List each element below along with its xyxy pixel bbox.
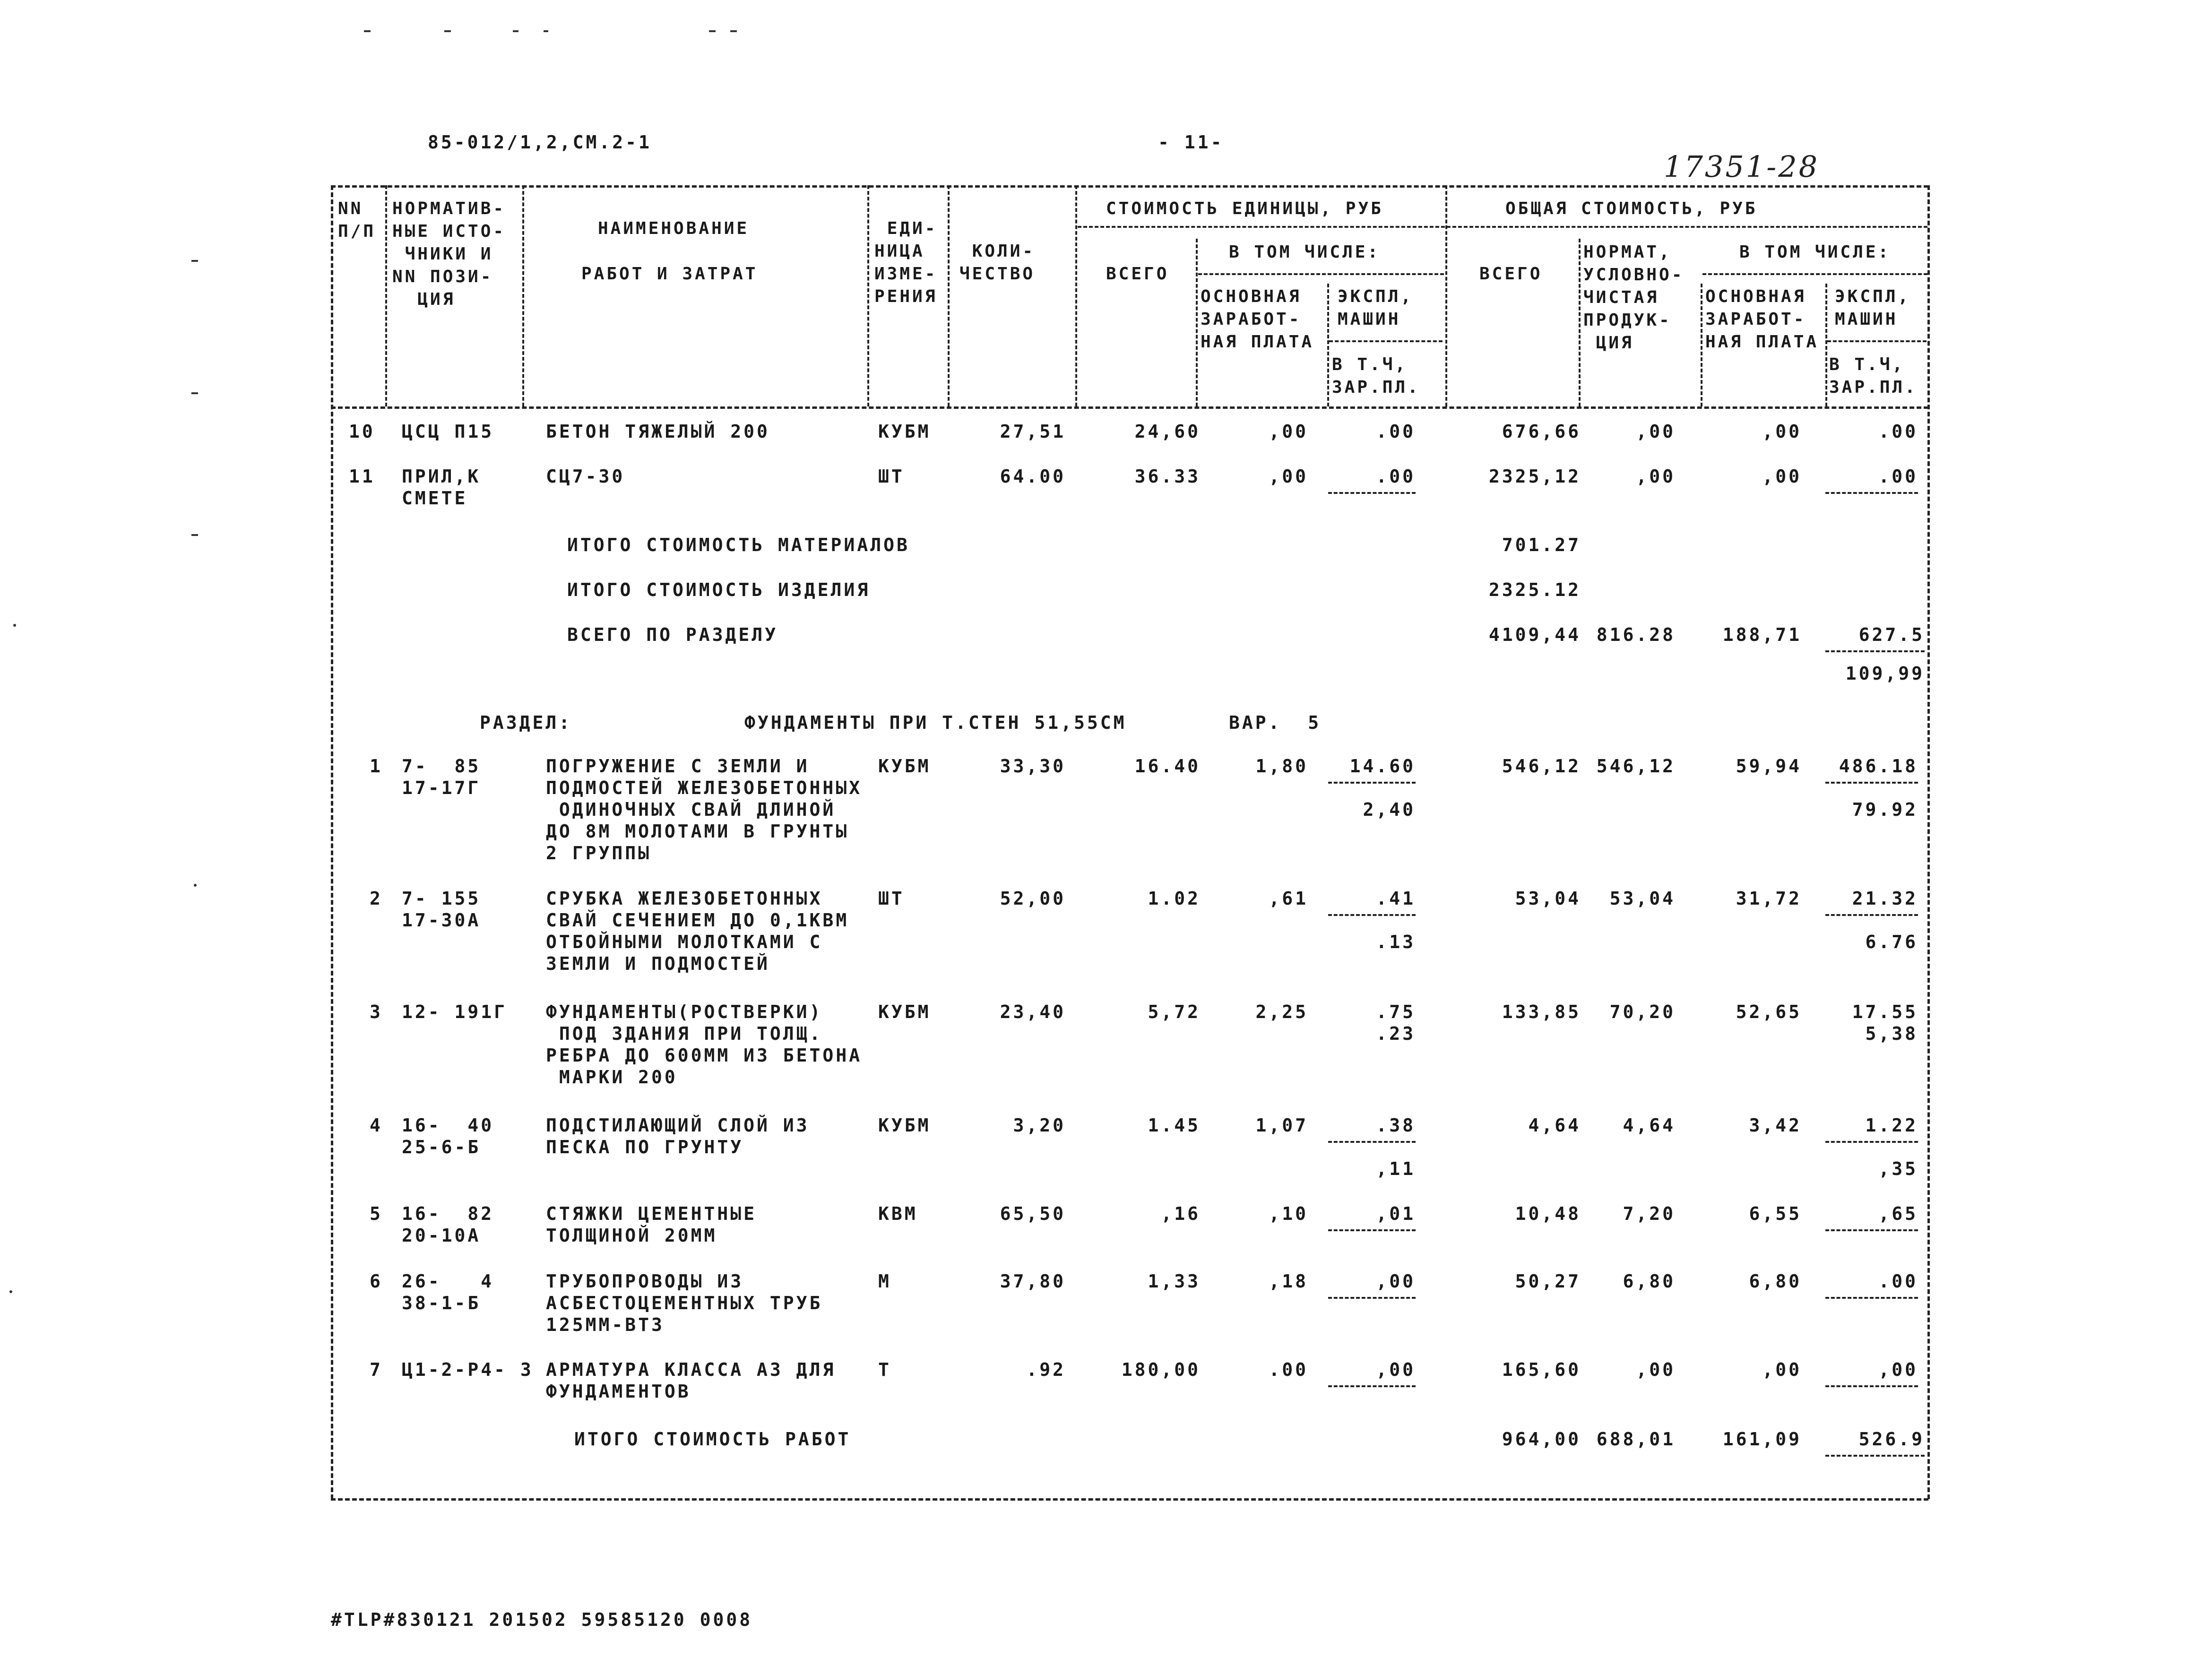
row-unit: КУБМ	[878, 756, 931, 777]
header-qty: КОЛИ- ЧЕСТВО	[959, 242, 1036, 284]
row-unit-mach: ,00	[1376, 1271, 1416, 1292]
row-unit: М	[878, 1271, 891, 1292]
header-unit-cost: СТОИМОСТЬ ЕДИНИЦЫ, РУБ	[1106, 199, 1383, 218]
row-name: ОДИНОЧНЫХ СВАЙ ДЛИНОЙ	[546, 799, 836, 820]
header-nn: NN П/П	[338, 199, 376, 241]
total-label: ВСЕГО ПО РАЗДЕЛУ	[567, 624, 778, 645]
row-total-mach: 17.55	[1852, 1002, 1918, 1022]
header-rule	[1329, 340, 1443, 342]
row-total-wage: 59,94	[1736, 756, 1802, 777]
total-wage: 188,71	[1722, 624, 1802, 645]
row-code: ПРИЛ,К	[402, 466, 481, 487]
row-name: СВАЙ СЕЧЕНИЕМ ДО 0,1КВМ	[546, 910, 849, 931]
scan-speck	[444, 30, 451, 32]
row-unit-total: ,16	[1161, 1203, 1201, 1224]
mach-subrule	[1328, 1385, 1416, 1387]
scan-speck	[13, 624, 16, 627]
row-unit: ШТ	[878, 888, 905, 909]
row-unit-total: 180,00	[1121, 1359, 1201, 1380]
row-name: 2 ГРУППЫ	[546, 843, 652, 864]
mach-subrule	[1825, 914, 1918, 916]
row-total-norm: 6,80	[1623, 1271, 1676, 1292]
row-total: 165,60	[1502, 1359, 1581, 1380]
row-total-mach: 486.18	[1839, 756, 1918, 777]
row-unit-total: 16.40	[1134, 756, 1201, 777]
mach-subrule	[1825, 1297, 1918, 1299]
page-number: - 11-	[1158, 132, 1224, 153]
row-total-norm: 4,64	[1623, 1115, 1676, 1136]
row-unit-mach: .75	[1376, 1002, 1416, 1022]
header-total-incl: В ТОМ ЧИСЛЕ:	[1739, 242, 1891, 262]
row-name: МАРКИ 200	[546, 1067, 678, 1088]
row-number: 5	[370, 1203, 383, 1224]
row-unit-wage: ,00	[1269, 466, 1308, 487]
header-separator	[1579, 239, 1581, 406]
header-separator	[867, 185, 869, 406]
header-separator	[385, 185, 387, 406]
scan-speck	[194, 884, 197, 887]
scan-speck	[513, 30, 518, 32]
header-unit-incl: В ТОМ ЧИСЛЕ:	[1229, 242, 1381, 262]
row-code: Ц1-2-Р4- 3	[402, 1359, 534, 1380]
row-name: СРУБКА ЖЕЛЕЗОБЕТОННЫХ	[546, 888, 823, 909]
row-name: СТЯЖКИ ЦЕМЕНТНЫЕ	[546, 1203, 757, 1224]
header-total-total: ВСЕГО	[1479, 264, 1543, 284]
row-qty: 37,80	[1000, 1271, 1066, 1292]
header-total-cost: ОБЩАЯ СТОИМОСТЬ, РУБ	[1505, 199, 1758, 218]
header-separator	[948, 185, 950, 406]
table-left-border	[331, 185, 333, 1499]
row-name: БЕТОН ТЯЖЕЛЫЙ 200	[546, 421, 770, 442]
row-name: ТОЛЩИНОЙ 20ММ	[546, 1225, 717, 1246]
row-total-mach: 21.32	[1852, 888, 1918, 909]
row-unit-mach: .00	[1376, 421, 1416, 442]
table-top-border	[331, 185, 1928, 188]
row-name: ФУНДАМЕНТЫ(РОСТВЕРКИ)	[546, 1002, 823, 1022]
row-total: 2325,12	[1488, 466, 1581, 487]
row-total: 53,04	[1515, 888, 1581, 909]
row-qty: 27,51	[1000, 421, 1066, 442]
mach-subrule	[1328, 782, 1416, 784]
total-label: ИТОГО СТОИМОСТЬ МАТЕРИАЛОВ	[567, 535, 910, 555]
header-rule	[1827, 340, 1927, 342]
row-unit-total: 1.02	[1148, 888, 1201, 909]
row-total: 676,66	[1502, 421, 1581, 442]
row-code: 26- 4	[402, 1271, 494, 1292]
row-total-mach-sub: 79.92	[1852, 799, 1918, 820]
row-code: 17-30А	[402, 910, 481, 931]
row-unit-total: 1.45	[1148, 1115, 1201, 1136]
row-name: ПОДМОСТЕЙ ЖЕЛЕЗОБЕТОННЫХ	[546, 777, 863, 798]
document-code: 85-012/1,2,СМ.2-1	[428, 132, 652, 153]
row-total-norm: ,00	[1636, 1359, 1676, 1380]
scan-speck	[191, 534, 198, 536]
mach-subrule	[1825, 650, 1925, 652]
row-qty: 33,30	[1000, 756, 1066, 777]
mach-subrule	[1825, 1455, 1925, 1457]
total-works-label: ИТОГО СТОИМОСТЬ РАБОТ	[574, 1429, 851, 1450]
row-total-wage: ,00	[1762, 1359, 1802, 1380]
mach-subrule	[1328, 1141, 1416, 1143]
row-total-mach-sub: 6.76	[1865, 932, 1918, 952]
footer-code: #TLP#830121 201502 59585120 0008	[331, 1609, 753, 1630]
mach-subrule	[1328, 914, 1416, 916]
row-number: 7	[370, 1359, 383, 1380]
row-number: 2	[370, 888, 383, 909]
row-total-wage: ,00	[1762, 466, 1802, 487]
row-name: ПОД ЗДАНИЯ ПРИ ТОЛЩ.	[546, 1023, 823, 1044]
row-unit-mach: .38	[1376, 1115, 1416, 1136]
row-total: 50,27	[1515, 1271, 1581, 1292]
table-bottom-border	[331, 1498, 1928, 1501]
row-number: 6	[370, 1271, 383, 1292]
scan-speck	[544, 30, 548, 32]
row-unit-wage: ,18	[1269, 1271, 1308, 1292]
header-separator	[1196, 239, 1198, 406]
total-mach: 627.5	[1858, 624, 1925, 645]
row-total-norm: 546,12	[1596, 756, 1676, 777]
row-unit-wage: ,10	[1269, 1203, 1308, 1224]
handwritten-number: 17351-28	[1664, 149, 1820, 184]
row-qty: 65,50	[1000, 1203, 1066, 1224]
mach-subrule	[1825, 1385, 1918, 1387]
row-number: 11	[349, 466, 375, 487]
row-unit-total: 24,60	[1134, 421, 1201, 442]
header-total-mach-sub: В Т.Ч, ЗАР.ПЛ.	[1829, 355, 1918, 397]
row-unit-mach-sub: 2,40	[1363, 799, 1416, 820]
mach-subrule	[1825, 1229, 1918, 1231]
total-label: ИТОГО СТОИМОСТЬ ИЗДЕЛИЯ	[567, 579, 871, 600]
row-code: 25-6-Б	[402, 1137, 481, 1157]
row-unit: КУБМ	[878, 1115, 931, 1136]
total-works-sum: 964,00	[1502, 1429, 1581, 1450]
header-total-mach: ЭКСПЛ, МАШИН	[1835, 287, 1911, 329]
row-total: 10,48	[1515, 1203, 1581, 1224]
mach-subrule	[1825, 1141, 1918, 1143]
row-name: ПЕСКА ПО ГРУНТУ	[546, 1137, 744, 1157]
row-total: 4,64	[1528, 1115, 1581, 1136]
row-total-wage: 6,55	[1749, 1203, 1802, 1224]
row-total-mach: .00	[1878, 466, 1918, 487]
row-name: ПОГРУЖЕНИЕ С ЗЕМЛИ И	[546, 756, 810, 777]
row-name: АРМАТУРА КЛАССА А3 ДЛЯ	[546, 1359, 836, 1380]
row-unit: КУБМ	[878, 421, 931, 442]
header-separator	[1327, 284, 1329, 406]
row-unit: ШТ	[878, 466, 905, 487]
header-name-2: РАБОТ И ЗАТРАТ	[581, 264, 758, 284]
row-total-norm: ,00	[1636, 421, 1676, 442]
row-total-wage: 3,42	[1749, 1115, 1802, 1136]
row-number: 3	[370, 1002, 383, 1022]
scan-speck	[709, 30, 716, 32]
row-total-mach-sub: ,35	[1878, 1158, 1918, 1179]
row-qty: 3,20	[1013, 1115, 1066, 1136]
row-total-wage: 31,72	[1736, 888, 1802, 909]
scan-speck	[730, 30, 737, 32]
row-code: 38-1-Б	[402, 1293, 481, 1313]
row-name: ЗЕМЛИ И ПОДМОСТЕЙ	[546, 953, 770, 974]
row-unit-wage: .00	[1269, 1359, 1308, 1380]
row-code: ЦСЦ П15	[402, 421, 494, 442]
mach-subrule	[1825, 492, 1918, 494]
row-qty: .92	[1026, 1359, 1066, 1380]
row-unit-mach: ,01	[1376, 1203, 1416, 1224]
row-name: АСБЕСТОЦЕМЕНТНЫХ ТРУБ	[546, 1293, 823, 1313]
row-qty: 64.00	[1000, 466, 1066, 487]
row-name: СЦ7-30	[546, 466, 625, 487]
row-unit-wage: 1,80	[1255, 756, 1308, 777]
row-total-mach: 1.22	[1865, 1115, 1918, 1136]
row-unit-wage: 1,07	[1255, 1115, 1308, 1136]
header-separator	[1445, 185, 1447, 406]
row-total-mach-sub: 5,38	[1865, 1023, 1918, 1044]
row-name: ФУНДАМЕНТОВ	[546, 1381, 691, 1402]
row-total-mach: .00	[1878, 1271, 1918, 1292]
row-unit-wage: 2,25	[1255, 1002, 1308, 1022]
row-qty: 23,40	[1000, 1002, 1066, 1022]
row-unit: КУБМ	[878, 1002, 931, 1022]
header-unit-wage: ОСНОВНАЯ ЗАРАБОТ- НАЯ ПЛАТА	[1201, 287, 1314, 352]
row-total-norm: ,00	[1636, 466, 1676, 487]
row-unit-mach-sub: .23	[1376, 1023, 1416, 1044]
header-rule	[1198, 273, 1444, 275]
header-unit-total: ВСЕГО	[1106, 264, 1169, 284]
row-total-norm: 53,04	[1609, 888, 1676, 909]
table-right-border	[1927, 185, 1930, 1499]
header-norm-source: НОРМАТИВ- НЫЕ ИСТО- ЧНИКИ И NN ПОЗИ- ЦИЯ	[392, 199, 506, 309]
row-number: 1	[370, 756, 383, 777]
row-unit: КВМ	[878, 1203, 918, 1224]
row-code: 7- 155	[402, 888, 481, 909]
header-unit-mach: ЭКСПЛ, МАШИН	[1338, 287, 1414, 329]
row-unit-total: 36.33	[1134, 466, 1201, 487]
row-code: СМЕТЕ	[402, 488, 468, 509]
section-variant: ВАР. 5	[1229, 712, 1322, 733]
header-unit-mach-sub: В Т.Ч, ЗАР.ПЛ.	[1332, 355, 1420, 397]
row-unit-mach: .41	[1376, 888, 1416, 909]
row-number: 4	[370, 1115, 383, 1136]
header-separator	[1825, 284, 1827, 406]
row-total-wage: ,00	[1762, 421, 1802, 442]
total-sum: 701.27	[1502, 535, 1581, 555]
row-code: 7- 85	[402, 756, 481, 777]
header-separator	[522, 185, 524, 406]
row-code: 16- 40	[402, 1115, 494, 1136]
header-separator	[1701, 284, 1702, 406]
row-total-norm: 7,20	[1623, 1203, 1676, 1224]
scan-speck	[364, 30, 371, 32]
header-rule	[1702, 273, 1927, 275]
header-name: НАИМЕНОВАНИЕ	[598, 219, 750, 238]
row-unit-mach: ,00	[1376, 1359, 1416, 1380]
scan-speck	[9, 1290, 12, 1293]
scan-speck	[191, 392, 198, 394]
total-mach-sub: 109,99	[1845, 663, 1925, 684]
row-unit-mach: 14.60	[1349, 756, 1416, 777]
row-name: РЕБРА ДО 600ММ ИЗ БЕТОНА	[546, 1045, 863, 1066]
row-name: ПОДСТИЛАЮЩИЙ СЛОЙ ИЗ	[546, 1115, 810, 1136]
row-name: ТРУБОПРОВОДЫ ИЗ	[546, 1271, 744, 1292]
row-unit-total: 1,33	[1148, 1271, 1201, 1292]
row-qty: 52,00	[1000, 888, 1066, 909]
total-sum: 4109,44	[1488, 624, 1581, 645]
mach-subrule	[1328, 1297, 1416, 1299]
header-separator	[1075, 185, 1077, 406]
section-title: ФУНДАМЕНТЫ ПРИ Т.СТЕН 51,55СМ	[744, 712, 1127, 733]
row-name: ДО 8М МОЛОТАМИ В ГРУНТЫ	[546, 821, 849, 842]
row-code: 17-17Г	[402, 777, 481, 798]
row-total-norm: 70,20	[1609, 1002, 1676, 1022]
row-code: 20-10А	[402, 1225, 481, 1246]
total-sum: 2325.12	[1488, 579, 1581, 600]
header-total-wage: ОСНОВНАЯ ЗАРАБОТ- НАЯ ПЛАТА	[1705, 287, 1819, 352]
header-bottom-border	[331, 406, 1928, 409]
row-total-wage: 52,65	[1736, 1002, 1802, 1022]
row-total-wage: 6,80	[1749, 1271, 1802, 1292]
row-unit-wage: ,00	[1269, 421, 1308, 442]
row-unit-mach: .00	[1376, 466, 1416, 487]
header-unit: ЕДИ- НИЦА ИЗМЕ- РЕНИЯ	[874, 219, 938, 306]
row-unit-mach-sub: ,11	[1376, 1158, 1416, 1179]
section-label: РАЗДЕЛ:	[480, 712, 572, 733]
row-unit: Т	[878, 1359, 891, 1380]
row-unit-mach-sub: .13	[1376, 932, 1416, 952]
total-works-norm: 688,01	[1596, 1429, 1676, 1450]
total-works-mach: 526.9	[1858, 1429, 1925, 1450]
scan-speck	[191, 260, 198, 262]
row-total-mach: ,00	[1878, 1359, 1918, 1380]
row-total-mach: ,65	[1878, 1203, 1918, 1224]
row-unit-total: 5,72	[1148, 1002, 1201, 1022]
mach-subrule	[1328, 492, 1416, 494]
row-total: 546,12	[1502, 756, 1581, 777]
row-code: 16- 82	[402, 1203, 494, 1224]
row-total-mach: .00	[1878, 421, 1918, 442]
mach-subrule	[1825, 782, 1918, 784]
row-name: ОТБОЙНЫМИ МОЛОТКАМИ С	[546, 932, 823, 952]
total-norm: 816.28	[1596, 624, 1676, 645]
header-rule	[1078, 226, 1927, 228]
row-unit-wage: ,61	[1269, 888, 1308, 909]
row-number: 10	[349, 421, 375, 442]
row-total: 133,85	[1502, 1002, 1581, 1022]
row-name: 125ММ-ВТ3	[546, 1314, 665, 1335]
row-code: 12- 191Г	[402, 1002, 508, 1022]
mach-subrule	[1328, 1229, 1416, 1231]
header-total-norm: НОРМАТ, УСЛОВНО- ЧИСТАЯ ПРОДУК- ЦИЯ	[1583, 242, 1685, 353]
total-works-wage: 161,09	[1722, 1429, 1802, 1450]
